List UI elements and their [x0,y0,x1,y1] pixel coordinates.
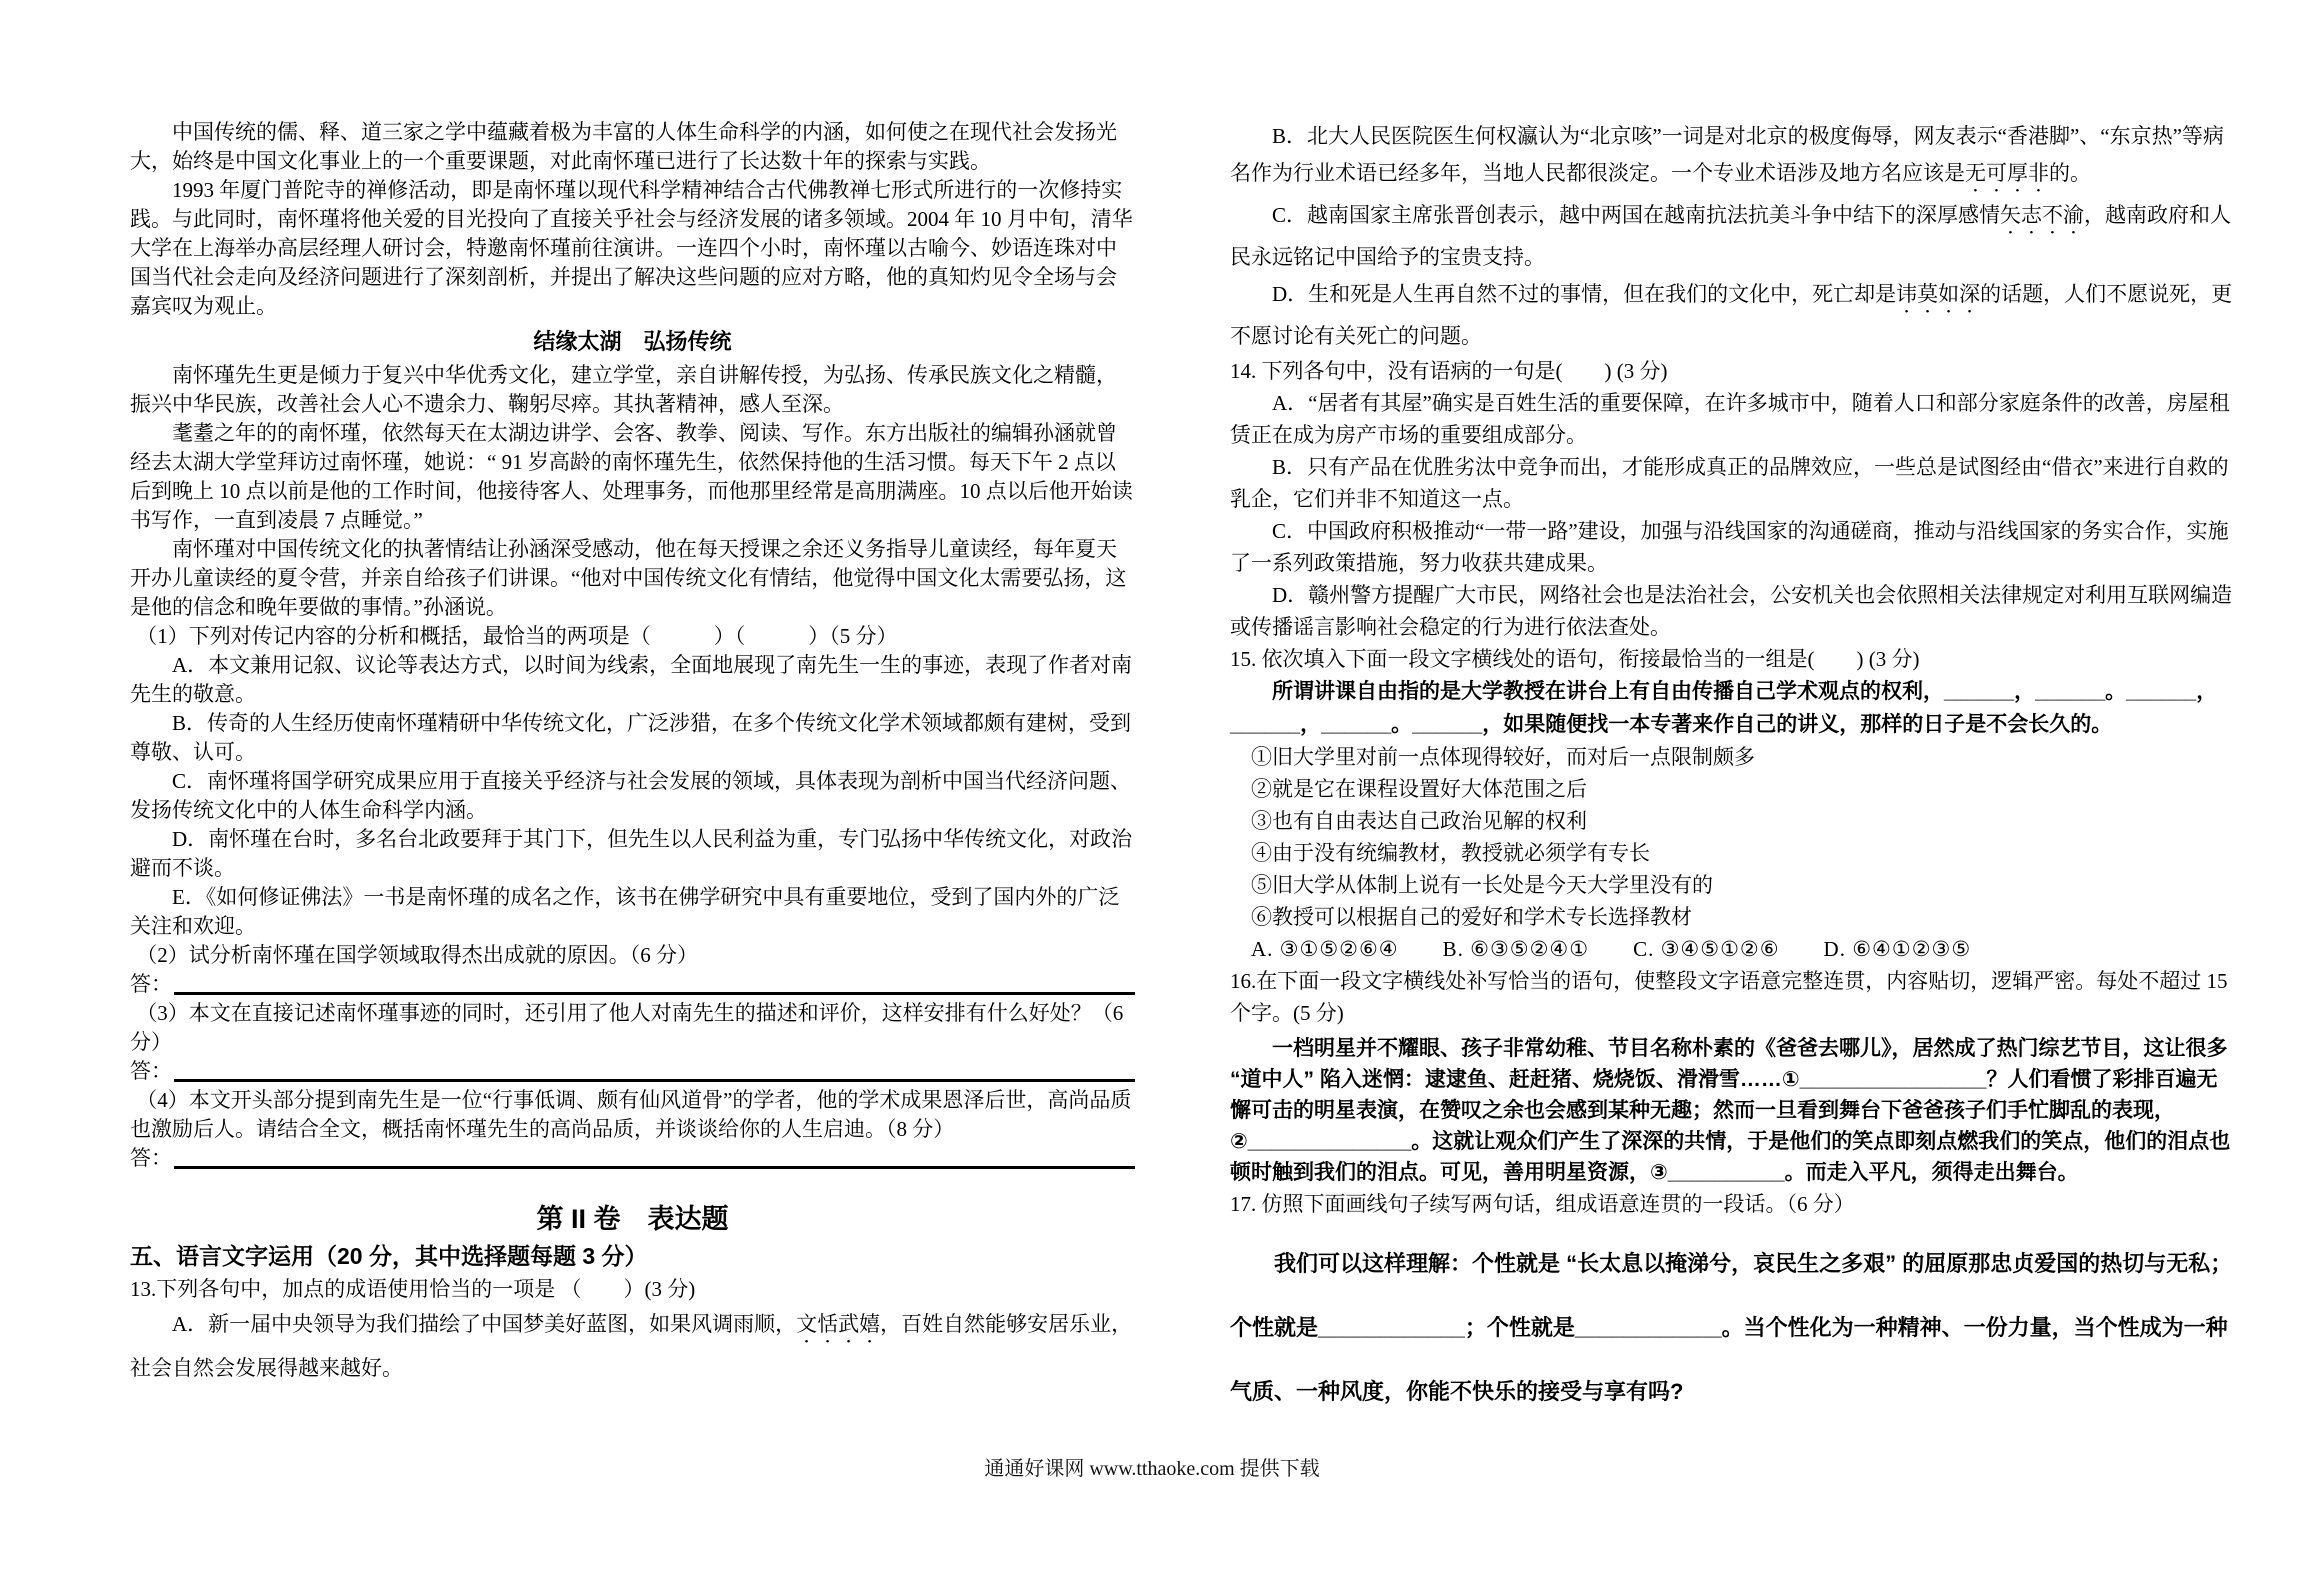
question-1-option-d: D．南怀瑾在台时，多名台北政要拜于其门下，但先生以人民利益为重，专门弘扬中华传统文化，对政治避而不谈。 [130,827,1133,880]
emphasized-idiom: 文恬武嬉 [796,1312,881,1336]
passage-paragraph-4: 耄耋之年的的南怀瑾，依然每天在太湖边讲学、会客、教拳、阅读、写作。东方出版社的编辑孙涵就曾经去太湖大学堂拜访过南怀瑾，她说：“ 91 岁高龄的南怀瑾先生，依然保持他的生活习惯。每天下午 2 点以后到晚上 10 点以前是他的工作时间，他接待客人、处理事务，而他那里经常是高朋满座。10 点以后他开始读书写作，一直到凌晨 7 点睡觉。” [130,421,1133,532]
question-4-stem: （4）本文开头部分提到南先生是一位“行事低调、颇有仙风道骨”的学者，他的学术成果恩泽后世，高尚品质也激励后人。请结合全文，概括南怀瑾先生的高尚品质，并谈谈给你的人生启迪。（8 分） [130,1088,1132,1141]
left-column [130,118,1135,1424]
question-1-stem: （1）下列对传记内容的分析和概括，最恰当的两项是（ ）（ ）（5 分） [136,624,898,648]
part-2-heading: 第 II 卷 表达题 [536,1204,729,1234]
question-13-option-d [1230,276,2235,355]
question-3-answer-line [130,1057,1135,1086]
question-15-stem: 15. 依次填入下面一段文字横线处的语句，衔接最恰当的一组是( ) (3 分) [1230,647,1920,671]
question-13-option-a [130,1304,1135,1388]
emphasized-idiom: 无可厚非 [1965,161,2049,185]
answer-label: 答： [130,972,172,996]
passage-paragraph-2: 1993 年厦门普陀寺的禅修活动，即是南怀瑾以现代科学精神结合古代佛教禅七形式所进行的一次修持实践。与此同时，南怀瑾将他关爱的目光投向了直接关乎社会与经济发展的诸多领域。2004 年 10 月中旬，清华大学在上海举办高层经理人研讨会，特邀南怀瑾前往演讲。一连四个小时，南怀瑾以古喻今、妙语连珠对中国当代社会走向及经济问题进行了深刻剖析，并提出了解决这些问题的应对方略，他的真知灼见令全场与会嘉宾叹为观止。 [130,178,1133,318]
site-watermark: 通通好课网 www.tthaoke.com 提供下载 [984,1458,1320,1480]
option-text: C．越南国家主席张晋创表示，越中两国在越南抗法抗美斗争中结下的深厚感情 [1272,203,2001,227]
option-text: 的话题，人们不愿说死，更不愿讨论有关死亡的问题。 [1230,282,2233,348]
question-13-option-c [1230,197,2235,276]
question-14-option-c: C．中国政府积极推动“一带一路”建设，加强与沿线国家的沟通磋商，推动与沿线国家的务实合作，实施了一系列政策措施，努力收获共建成果。 [1230,519,2229,575]
question-14-option-b: B．只有产品在优胜劣汰中竞争而出，才能形成真正的品牌效应，一些总是试图经由“借衣”来进行自救的乳企，它们并非不知道这一点。 [1230,455,2229,511]
answer-blank-line [174,992,1135,995]
question-1-option-c: C．南怀瑾将国学研究成果应用于直接关乎经济与社会发展的领域，具体表现为剖析中国当代经济问题、发扬传统文化中的人体生命科学内涵。 [130,769,1132,822]
question-14-option-a: A．“居者有其屋”确实是百姓生活的重要保障，在许多城市中，随着人口和部分家庭条件的改善，房屋租赁正在成为房产市场的重要组成部分。 [1230,391,2230,447]
question-15-choices: A. ③①⑤②⑥④ B. ⑥③⑤②④① C. ③④⑤①②⑥ D. ⑥④①②③⑤ [1251,937,1972,961]
question-4-answer-line [130,1144,1135,1173]
question-15-sentence-5: ⑤旧大学从体制上说有一长处是今天大学里没有的 [1251,873,1713,897]
answer-label: 答： [130,1059,172,1083]
question-15-sentence-6: ⑥教授可以根据自己的爱好和学术专长选择教材 [1251,905,1692,929]
passage-paragraph-3: 南怀瑾先生更是倾力于复兴中华优秀文化，建立学堂，亲自讲解传授，为弘扬、传承民族文化之精髓，振兴中华民族，改善社会人心不遗余力、鞠躬尽瘁。其执著精神，感人至深。 [130,363,1117,416]
question-16-passage: 一档明星并不耀眼、孩子非常幼稚、节目名称朴素的《爸爸去哪儿》，居然成了热门综艺节目，这让很多 “道中人” 陷入迷惘：逮逮鱼、赶赶猪、烧烧饭、滑滑雪……①________________？人们看惯了彩排百遍无懈可击的明星表演，在赞叹之余也会感到某种无趣；然而一旦看到舞台下爸爸孩子们手忙脚乱的表现，②______________。这就让观众们产生了深深的共情，于是他们的笑点即刻点燃我们的笑点，他们的泪点也顿时触到我们的泪点。可见，善用明星资源，③__________。而走入平凡，须得走出舞台。 [1230,1037,2231,1184]
question-14-option-d: D．赣州警方提醒广大市民，网络社会也是法治社会，公安机关也会依照相关法律规定对利用互联网编造或传播谣言影响社会稳定的行为进行依法查处。 [1230,583,2233,639]
question-15-sentence-2: ②就是它在课程设置好大体范围之后 [1251,777,1587,801]
question-14-stem: 14. 下列各句中，没有语病的一句是( ) (3 分) [1230,359,1668,383]
passage-subheading: 结缘太湖 弘扬传统 [533,329,732,354]
option-text: D．生和死是人生再自然不过的事情，但在我们的文化中，死亡却是 [1272,282,1897,306]
option-text: 的。 [2049,161,2091,185]
question-15-sentence-3: ③也有自由表达自己政治见解的权利 [1251,809,1587,833]
passage-paragraph-5: 南怀瑾对中国传统文化的执著情结让孙涵深受感动，他在每天授课之余还义务指导儿童读经，每年夏天开办儿童读经的夏令营，并亲自给孩子们讲课。“他对中国传统文化有情结，他觉得中国文化太需要弘扬，这是他的信念和晚年要做的事情。”孙涵说。 [130,537,1127,619]
option-text: A．新一届中央领导为我们描绘了中国梦美好蓝图，如果风调雨顺， [172,1312,797,1336]
section-5-heading: 五、语言文字运用（20 分，其中选择题每题 3 分） [130,1243,648,1269]
question-1-option-b: B．传奇的人生经历使南怀瑾精研中华传统文化，广泛涉猎，在多个传统文化学术领域都颇有建树，受到尊敬、认可。 [130,711,1132,764]
option-text: B．北大人民医院医生何权瀛认为“北京咳”一词是对北京的极度侮辱，网友表示“香港脚”、“东京热”等病名作为行业术语已经多年，当地人民都很淡定。一个专业术语涉及地方名应该是 [1230,124,2224,185]
question-13-stem: 13.下列各句中，加点的成语使用恰当的一项是 （ ）(3 分) [130,1277,696,1301]
question-15-sentence-4: ④由于没有统编教材，教授就必须学有专长 [1251,841,1650,865]
option-text: ，百姓自然能够安居乐业，社会自然会发展得越来越好。 [130,1312,1133,1380]
question-3-stem: （3）本文在直接记述南怀瑾事迹的同时，还引用了他人对南先生的描述和评价，这样安排有什么好处？（6 分） [130,1001,1124,1054]
answer-blank-line [174,1166,1135,1169]
question-15-passage: 所谓讲课自由指的是大学教授在讲台上有自由传播自己学术观点的权利，______，______。______，______，______。______，如果随便找一本专著来作自己的讲义，那样的日子是不会长久的。 [1230,680,2218,736]
option-text: ，越南政府和人民永远铭记中国给予的宝贵支持。 [1230,203,2232,269]
emphasized-idiom: 矢志不渝 [2000,203,2085,227]
emphasized-idiom: 讳莫如深 [1896,282,1981,306]
question-16-stem: 16.在下面一段文字横线处补写恰当的语句，使整段文字语意完整连贯，内容贴切，逻辑严密。每处不超过 15 个字。(5 分) [1230,969,2228,1025]
question-1-option-a: A．本文兼用记叙、议论等表达方式，以时间为线索，全面地展现了南先生一生的事迹，表现了作者对南先生的敬意。 [130,653,1133,706]
question-2-answer-line [130,970,1135,999]
answer-blank-line [174,1079,1135,1082]
question-1-option-e: E．《如何修证佛法》一书是南怀瑾的成名之作，该书在佛学研究中具有重要地位，受到了国内外的广泛关注和欢迎。 [130,885,1120,938]
question-2-stem: （2）试分析南怀瑾在国学领域取得杰出成就的原因。（6 分） [136,943,699,967]
question-15-sentence-1: ①旧大学里对前一点体现得较好，而对后一点限制颇多 [1251,745,1755,769]
two-column-layout [130,118,2235,1424]
question-17-stem: 17. 仿照下面画线句子续写两句话，组成语意连贯的一段话。（6 分） [1230,1192,1855,1216]
right-column [1230,118,2235,1424]
passage-paragraph-1: 中国传统的儒、释、道三家之学中蕴藏着极为丰富的人体生命科学的内涵，如何使之在现代社会发扬光大，始终是中国文化事业上的一个重要课题，对此南怀瑾已进行了长达数十年的探索与实践。 [130,120,1117,173]
answer-label: 答： [130,1146,172,1170]
question-13-option-b [1230,118,2235,197]
question-17-passage: 我们可以这样理解：个性就是 “长太息以掩涕兮，哀民生之多艰” 的屈原那忠贞爱国的热切与无私；个性就是____________；个性就是____________。当个性化为一种精神、一份力量，当个性成为一种气质、一种风度，你能不快乐的接受与享有吗? [1230,1251,2233,1404]
